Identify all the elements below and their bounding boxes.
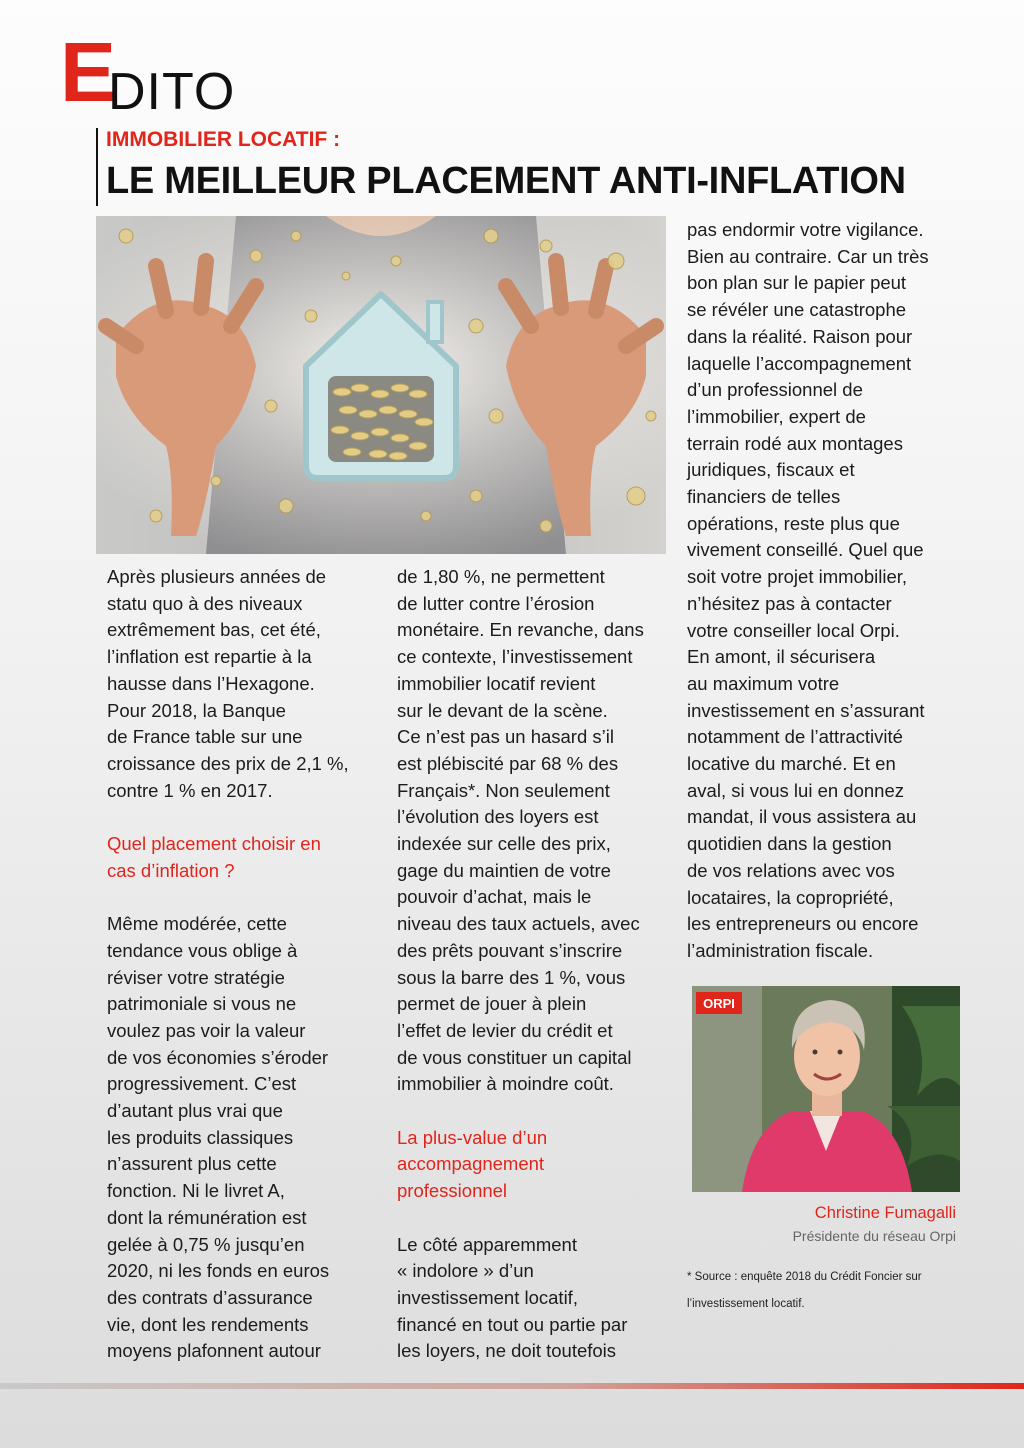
paragraph-line: de vos économies s’éroder (107, 1046, 329, 1068)
column-2 (397, 564, 667, 1365)
paragraph-line: des contrats d’assurance (107, 1286, 313, 1308)
paragraph-line: gelée à 0,75 % jusqu’en (107, 1233, 305, 1255)
paragraph-line: croissance des prix de 2,1 %, (107, 752, 349, 774)
paragraph-line: opérations, reste plus que (687, 512, 900, 534)
paragraph-line: laquelle l’accompagnement (687, 352, 912, 374)
paragraph-line: Le côté apparemment (397, 1233, 577, 1255)
paragraph-line: niveau des taux actuels, avec (397, 913, 640, 935)
paragraph-line: les entrepreneurs ou encore (687, 913, 919, 935)
hero-image (96, 216, 666, 554)
paragraph-line: progressivement. C’est (107, 1073, 297, 1095)
paragraph-line: est plébiscité par 68 % des (397, 752, 619, 774)
bottom-rule (0, 1383, 1024, 1389)
paragraph-line: de vos relations avec vos (687, 859, 895, 881)
paragraph-line: juridiques, fiscaux et (687, 459, 855, 481)
paragraph-line: l’immobilier, expert de (687, 405, 866, 427)
paragraph-line: sous la barre des 1 %, vous (397, 966, 626, 988)
paragraph-line: dans la réalité. Raison pour (687, 325, 913, 347)
edito-initial: E (60, 25, 117, 119)
subheading-line: professionnel (397, 1180, 508, 1202)
paragraph-line: ce contexte, l’investissement (397, 646, 633, 668)
paragraph-line: Français*. Non seulement (397, 779, 610, 801)
paragraph-line: indexée sur celle des prix, (397, 833, 611, 855)
paragraph-line: patrimoniale si vous ne (107, 993, 297, 1015)
paragraph-line: bon plan sur le papier peut (687, 272, 907, 294)
paragraph-line: voulez pas voir la valeur (107, 1019, 306, 1041)
paragraph-line: vivement conseillé. Quel que (687, 539, 924, 561)
paragraph-line: au maximum votre (687, 672, 840, 694)
paragraph-line: de vous constituer un capital (397, 1046, 632, 1068)
paragraph-line: immobilier locatif revient (397, 672, 596, 694)
signature-role: Présidente du réseau Orpi (792, 1228, 956, 1244)
paragraph-line: permet de jouer à plein (397, 993, 587, 1015)
paragraph-line: de France table sur une (107, 726, 303, 748)
paragraph-line: Ce n’est pas un hasard s’il (397, 726, 614, 748)
paragraph-line: de 1,80 %, ne permettent (397, 566, 605, 587)
paragraph-line: aval, si vous lui en donnez (687, 779, 904, 801)
paragraph-line: quotidien dans la gestion (687, 833, 892, 855)
paragraph-line: notamment de l’attractivité (687, 726, 903, 748)
paragraph-line: tendance vous oblige à (107, 939, 298, 961)
paragraph-line: dont la rémunération est (107, 1206, 307, 1228)
paragraph-line: Même modérée, cette (107, 913, 287, 935)
paragraph-line: l’effet de levier du crédit et (397, 1019, 613, 1041)
paragraph-line: investissement locatif, (397, 1286, 578, 1308)
paragraph-line: Bien au contraire. Car un très (687, 245, 929, 267)
column-1 (107, 564, 377, 1365)
paragraph-line: investissement en s’assurant (687, 699, 925, 721)
paragraph-line: En amont, il sécurisera (687, 646, 876, 668)
vertical-rule (96, 128, 98, 206)
footnote-line: l’investissement locatif. (687, 1298, 805, 1310)
paragraph-line: mandat, il vous assistera au (687, 806, 917, 828)
paragraph-line: des prêts pouvant s’inscrire (397, 939, 623, 961)
portrait-image (692, 986, 960, 1192)
paragraph-line: de lutter contre l’érosion (397, 592, 595, 614)
paragraph-line: d’un professionnel de (687, 379, 863, 401)
paragraph-line: l’inflation est repartie à la (107, 646, 312, 668)
paragraph-line: financé en tout ou partie par (397, 1313, 628, 1335)
signature-name: Christine Fumagalli (814, 1204, 956, 1222)
paragraph-line: se révéler une catastrophe (687, 299, 907, 321)
paragraph-line: sur le devant de la scène. (397, 699, 608, 721)
paragraph-line: réviser votre stratégie (107, 966, 285, 988)
paragraph-line: n’assurent plus cette (107, 1153, 277, 1175)
paragraph-line: « indolore » d’un (397, 1260, 534, 1282)
paragraph-line: gage du maintien de votre (397, 859, 611, 881)
paragraph-line: locative du marché. Et en (687, 753, 896, 775)
paragraph-line: Pour 2018, la Banque (107, 699, 286, 721)
paragraph-line: immobilier à moindre coût. (397, 1073, 614, 1095)
orpi-logo-text: ORPI (703, 996, 735, 1011)
paragraph-line: moyens plafonnent autour (107, 1340, 321, 1362)
paragraph-line: 2020, ni les fonds en euros (107, 1260, 330, 1282)
paragraph-line: statu quo à des niveaux (107, 592, 303, 614)
paragraph-line: contre 1 % en 2017. (107, 779, 273, 801)
footnote (687, 1264, 967, 1318)
paragraph-line: pouvoir d’achat, mais le (397, 886, 592, 908)
paragraph-line: les produits classiques (107, 1126, 294, 1148)
subheading-line: La plus-value d’un (397, 1126, 548, 1148)
paragraph-line: Après plusieurs années de (107, 566, 327, 587)
paragraph-line: monétaire. En revanche, dans (397, 619, 644, 641)
paragraph-line: financiers de telles (687, 486, 841, 508)
edito-label: DITO (108, 63, 236, 121)
paragraph-line: votre conseiller local Orpi. (687, 619, 900, 641)
paragraph-line: locataires, la copropriété, (687, 886, 894, 908)
paragraph-line: hausse dans l’Hexagone. (107, 672, 315, 694)
footnote-line: * Source : enquête 2018 du Crédit Foncier sur (687, 1271, 922, 1283)
paragraph-line: n’hésitez pas à contacter (687, 592, 892, 614)
paragraph-line: d’autant plus vrai que (107, 1100, 283, 1122)
kicker: IMMOBILIER LOCATIF : (106, 128, 341, 151)
paragraph-line: terrain rodé aux montages (687, 432, 903, 454)
paragraph-line: pas endormir votre vigilance. (687, 219, 924, 240)
column-3 (687, 217, 957, 965)
paragraph-line: vie, dont les rendements (107, 1313, 309, 1335)
paragraph-line: extrêmement bas, cet été, (107, 619, 321, 641)
subheading-line: cas d’inflation ? (107, 859, 235, 881)
paragraph-line: les loyers, ne doit toutefois (397, 1340, 617, 1362)
paragraph-line: l’administration fiscale. (687, 939, 874, 961)
subheading-line: Quel placement choisir en (107, 833, 321, 855)
subheading-line: accompagnement (397, 1153, 545, 1175)
paragraph-line: soit votre projet immobilier, (687, 566, 908, 588)
page-title: LE MEILLEUR PLACEMENT ANTI-INFLATION (106, 160, 906, 202)
paragraph-line: fonction. Ni le livret A, (107, 1180, 285, 1202)
paragraph-line: l’évolution des loyers est (397, 806, 599, 828)
